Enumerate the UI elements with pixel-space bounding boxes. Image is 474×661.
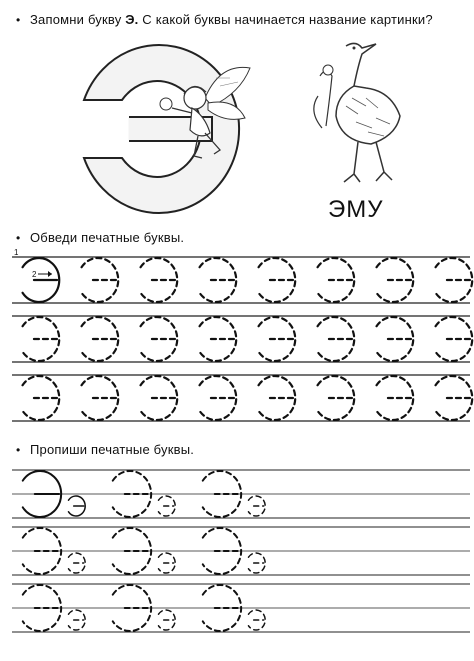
trace-letter (318, 317, 355, 361)
trace-letter (23, 376, 60, 420)
trace-letter (82, 258, 119, 302)
practice-trace-lower (249, 610, 266, 630)
trace-letter (377, 317, 414, 361)
trace-letter (377, 376, 414, 420)
practice-trace-lower (69, 553, 86, 573)
trace-letter (259, 317, 296, 361)
trace-letter (200, 376, 237, 420)
stroke-number-2: 2 (32, 270, 37, 279)
practice-trace-lower (249, 496, 266, 516)
task-2-text: Обведи печатные буквы. (30, 230, 185, 245)
task-3-text: Пропиши печатные буквы. (30, 442, 195, 457)
trace-letter (200, 317, 237, 361)
practice-trace-lower (69, 610, 86, 630)
trace-letter (259, 258, 296, 302)
trace-letter (436, 376, 473, 420)
practice-sample-lower (69, 496, 86, 516)
sample-letter (23, 258, 60, 302)
trace-letter (377, 258, 414, 302)
practice-trace-lower (159, 496, 176, 516)
trace-letter (318, 376, 355, 420)
task-bullet: • (16, 13, 21, 27)
trace-letter (200, 258, 237, 302)
trace-letter (259, 376, 296, 420)
trace-letter (23, 317, 60, 361)
trace-letter (318, 258, 355, 302)
trace-letter (141, 258, 178, 302)
trace-letter (82, 376, 119, 420)
task-bullet: • (16, 231, 21, 245)
trace-letter (436, 317, 473, 361)
practice-trace-lower (249, 553, 266, 573)
task-1-text-start: Запомни букву (30, 12, 126, 27)
practice-trace-lower (159, 553, 176, 573)
stroke-number-1: 1 (14, 248, 19, 257)
task-bullet: • (16, 443, 21, 457)
task-1-text-end: С какой буквы начинается название картинки? (138, 12, 433, 27)
stroke-arrow-head (48, 271, 52, 277)
practice-trace-lower (159, 610, 176, 630)
picture-caption-word: ЭМУ (328, 196, 384, 223)
trace-letter (141, 376, 178, 420)
trace-letter (82, 317, 119, 361)
trace-letter (436, 258, 473, 302)
trace-letter (141, 317, 178, 361)
task-1-letter: Э. (125, 12, 139, 27)
